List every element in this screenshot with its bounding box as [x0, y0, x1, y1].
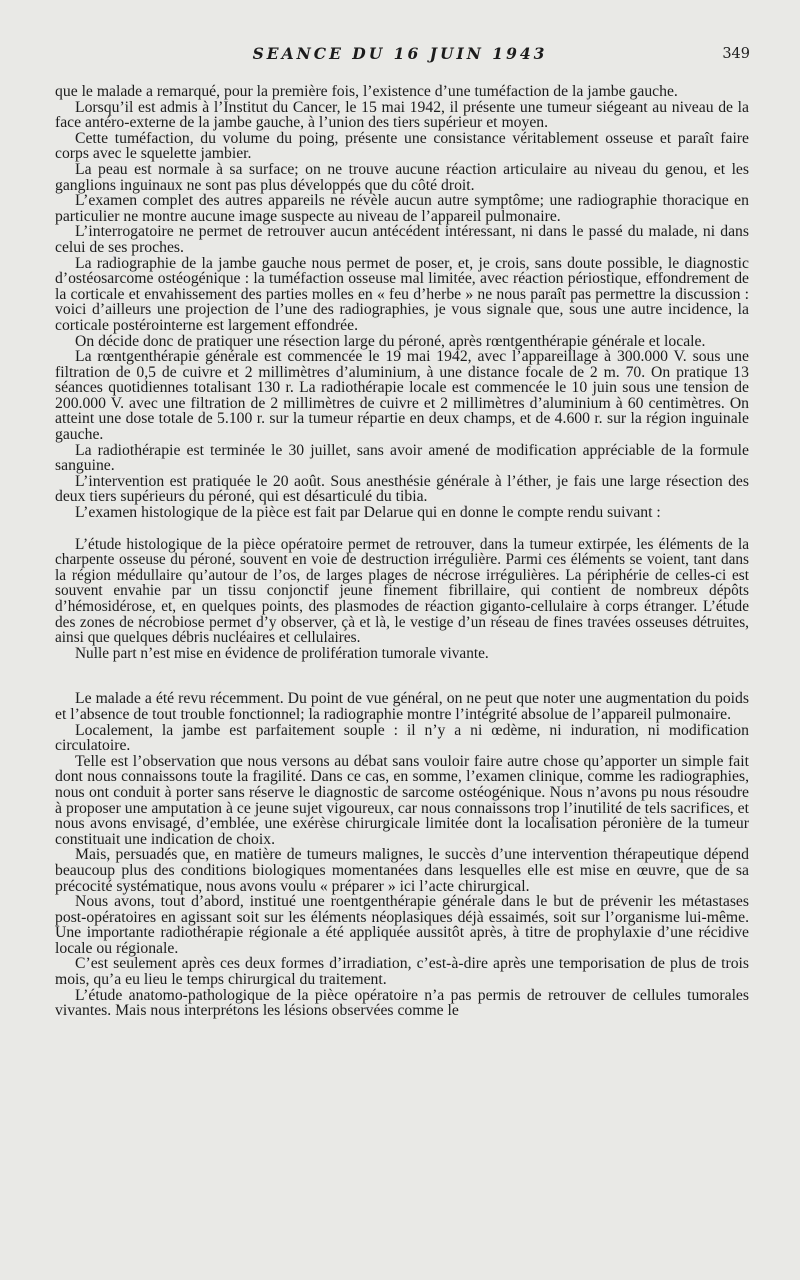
paragraph: Telle est l’observation que nous versons au débat sans vouloir faire autre chose qu’apporter un simple fait dont nous connaissons toute la fragilité. Dans ce cas, en somme, l’examen clinique, comme les radiographies, nous ont conduit à porter sans réserve le diagnostic de sarcome ostéogénique. Nous n’avons pu nous résoudre à proposer une amputation à ce jeune sujet vigoureux, car nous connaissons trop l’inutilité de tels sacrifices, et nous avons envisagé, d’emblée, une exérèse chirurgicale limitée dont la localisation péronière de la tumeur constituait une indication de choix. [55, 752, 749, 848]
paragraph: L’intervention est pratiquée le 20 août. Sous anesthésie générale à l’éther, je fais une large résection des deux tiers supérieurs du péroné, qui est désarticulé du tibia. [55, 472, 749, 506]
paragraph: C’est seulement après ces deux formes d’irradiation, c’est-à-dire après une temporisation de plus de trois mois, qu’a eu lieu le temps chirurgical du traitement. [55, 955, 749, 989]
running-title: SEANCE DU 16 JUIN 1943 [252, 44, 548, 63]
paragraph: que le malade a remarqué, pour la première fois, l’existence d’une tuméfaction de la jambe gauche. [55, 83, 678, 100]
histology-report: L’étude histologique de la pièce opératoire permet de retrouver, dans la tumeur extirpée, les éléments de la charpente osseuse du péroné, souvent en voie de destruction irrégulière. Parmi ces éléments se voient, tant dans la région médullaire qu’autour de l’os, de larges plages de nécrose irrégulières. La périphérie de celles-ci est souvent envahie par un tissu conjonctif jeune finement fibrillaire, qui contient de nombreux dépôts d’hémosidérose, et, en quelques points, des plasmodes de réaction giganto-cellulaire à corps étranger. L’étude des zones de nécrobiose permet d’y observer, çà et là, le vestige d’un réseau de fines travées osseuses détruites, ainsi que quelques débris nucléaires et cellulaires. [55, 535, 749, 647]
paragraph: L’examen complet des autres appareils ne révèle aucun autre symptôme; une radiographie thoracique en particulier ne montre aucune image suspecte au niveau de l’appareil pulmonaire. [55, 192, 749, 225]
paragraph: Cette tuméfaction, du volume du poing, présente une consistance véritablement osseuse et paraît faire corps avec le squelette jambier. [55, 129, 749, 163]
paragraph: L’examen histologique de la pièce est fait par Delarue qui en donne le compte rendu suivant : [75, 504, 661, 522]
page-number: 349 [722, 46, 750, 62]
paragraph: L’étude anatomo-pathologique de la pièce opératoire n’a pas permis de retrouver de cellules tumorales vivantes. Mais nous interprétons les lésions observées comme le [55, 986, 749, 1020]
paragraph: Localement, la jambe est parfaitement souple : il n’y a ni œdème, ni induration, ni modification circulatoire. [55, 721, 749, 755]
paragraph: Mais, persuadés que, en matière de tumeurs malignes, le succès d’une intervention thérapeutique dépend beaucoup plus des conditions biologiques momentanées dans lesquelles elle est mise en œuvre, que de sa précocité systématique, nous avons voulu « préparer » ici l’acte chirurgical. [55, 846, 749, 895]
spacer [55, 661, 749, 691]
paragraph: La peau est normale à sa surface; on ne trouve aucune réaction articulaire au niveau du genou, et les ganglions inguinaux ne sont pas plus développés que du côté droit. [55, 160, 749, 194]
paragraph: La radiothérapie est terminée le 30 juillet, sans avoir amené de modification appréciable de la formule sanguine. [55, 441, 749, 475]
paragraph: La rœntgenthérapie générale est commencée le 19 mai 1942, avec l’appareillage à 300.000 V. sous une filtration de 0,5 de cuivre et 2 millimètres d’aluminium, à une distance focale de 2 m. 70. On pratique 13 séances quotidiennes totalisant 130 r. La radiothérapie locale est commencée le 10 juin sous une tension de 200.000 V. avec une filtration de 2 millimètres de cuivre et 2 millimètres d’aluminium à 60 centimètres. On atteint une dose totale de 5.100 r. sur la tumeur répartie en deux champs, et de 4.600 r. sur la région inguinale gauche. [55, 348, 749, 444]
histology-report: Nulle part n’est mise en évidence de prolifération tumorale vivante. [75, 644, 489, 662]
paragraph: L’interrogatoire ne permet de retrouver aucun antécédent intéressant, ni dans le passé du malade, ni dans celui de ses proches. [55, 223, 749, 256]
paragraph: Le malade a été revu récemment. Du point de vue général, on ne peut que noter une augmentation du poids et l’absence de tout trouble fonctionnel; la radiographie montre l’intégrité absolue de l’appareil pulmonaire. [55, 690, 749, 723]
paragraph: Nous avons, tout d’abord, institué une roentgenthérapie générale dans le but de prévenir les métastases post-opératoires en agissant soit sur les éléments néoplasiques déjà essaimés, soit sur l’organisme lui-même. Une importante radiothérapie régionale a été appliquée aussitôt après, à titre de prophylaxie d’une récidive locale ou régionale. [55, 893, 749, 957]
paragraph: La radiographie de la jambe gauche nous permet de poser, et, je crois, sans doute possible, le diagnostic d’ostéosarcome ostéogénique : la tuméfaction osseuse mal limitée, avec réaction périostique, effondrement de la corticale et envahissement des parties molles en « feu d’herbe » ne nous paraît pas permettre la discussion : voici d’ailleurs une projection de l’une des radiographies, je vous signale que, sous une autre incidence, la corticale postérointerne est largement effondrée. [55, 254, 749, 334]
article-body [55, 84, 749, 1019]
paragraph: On décide donc de pratiquer une résection large du péroné, après rœntgenthérapie générale et locale. [75, 332, 706, 350]
spacer [55, 521, 749, 537]
paragraph: Lorsqu’il est admis à l’Institut du Cancer, le 15 mai 1942, il présente une tumeur siégeant au niveau de la face antéro-externe de la jambe gauche, à l’union des tiers supérieur et moyen. [55, 98, 749, 132]
